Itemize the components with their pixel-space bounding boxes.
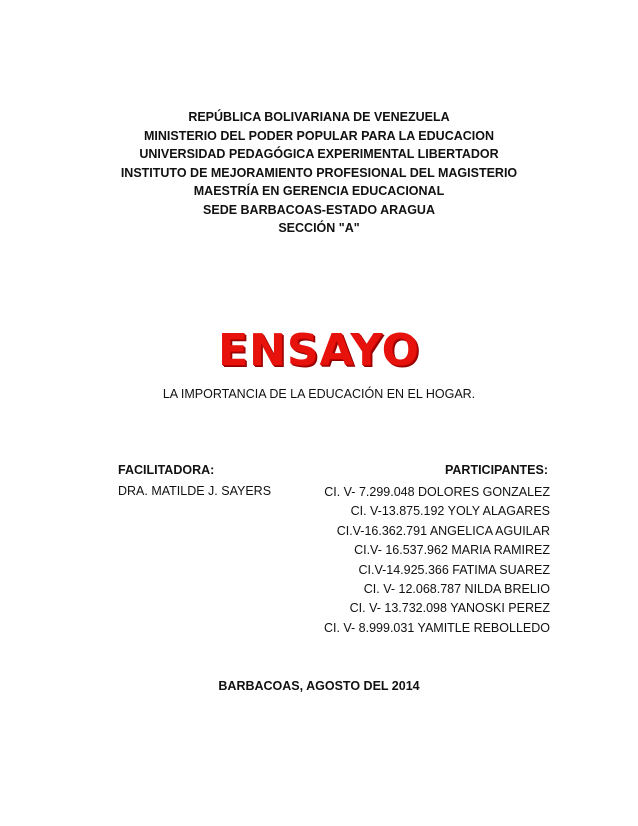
participants-list [324, 483, 550, 638]
participants-label: PARTICIPANTES: [444, 463, 548, 477]
document-subtitle: LA IMPORTANCIA DE LA EDUCACIÓN EN EL HOGAR. [162, 387, 476, 401]
facilitator-name: DRA. MATILDE J. SAYERS [118, 484, 272, 498]
document-title: ENSAYO [217, 325, 421, 376]
header-line-institute: INSTITUTO DE MEJORAMIENTO PROFESIONAL DEL MAGISTERIO [120, 165, 518, 180]
institution-header [0, 108, 638, 238]
participant-item: CI.V- 16.537.962 MARIA RAMIREZ [354, 543, 550, 558]
header-line-university: UNIVERSIDAD PEDAGÓGICA EXPERIMENTAL LIBERTADOR [139, 147, 499, 161]
header-line-program: MAESTRÍA EN GERENCIA EDUCACIONAL [193, 184, 445, 198]
participant-item: CI. V- 8.999.031 YAMITLE REBOLLEDO [323, 620, 550, 635]
facilitator-label: FACILITADORA: [118, 463, 215, 477]
place-date: BARBACOAS, AGOSTO DEL 2014 [218, 679, 420, 693]
participant-item: CI.V-14.925.366 FATIMA SUAREZ [358, 562, 550, 577]
participant-item: CI.V-16.362.791 ANGELICA AGUILAR [336, 523, 550, 538]
participant-item: CI. V- 13.732.098 YANOSKI PEREZ [349, 601, 550, 616]
header-line-section: SECCIÓN "A" [278, 221, 360, 235]
participant-item: CI. V- 7.299.048 DOLORES GONZALEZ [324, 485, 550, 499]
participant-item: CI. V-13.875.192 YOLY ALAGARES [350, 504, 550, 519]
header-line-campus: SEDE BARBACOAS-ESTADO ARAGUA [203, 202, 435, 217]
participant-item: CI. V- 12.068.787 NILDA BRELIO [363, 582, 550, 597]
header-line-ministry: MINISTERIO DEL PODER POPULAR PARA LA EDUCACION [143, 128, 495, 143]
header-line-country: REPÚBLICA BOLIVARIANA DE VENEZUELA [188, 110, 450, 124]
